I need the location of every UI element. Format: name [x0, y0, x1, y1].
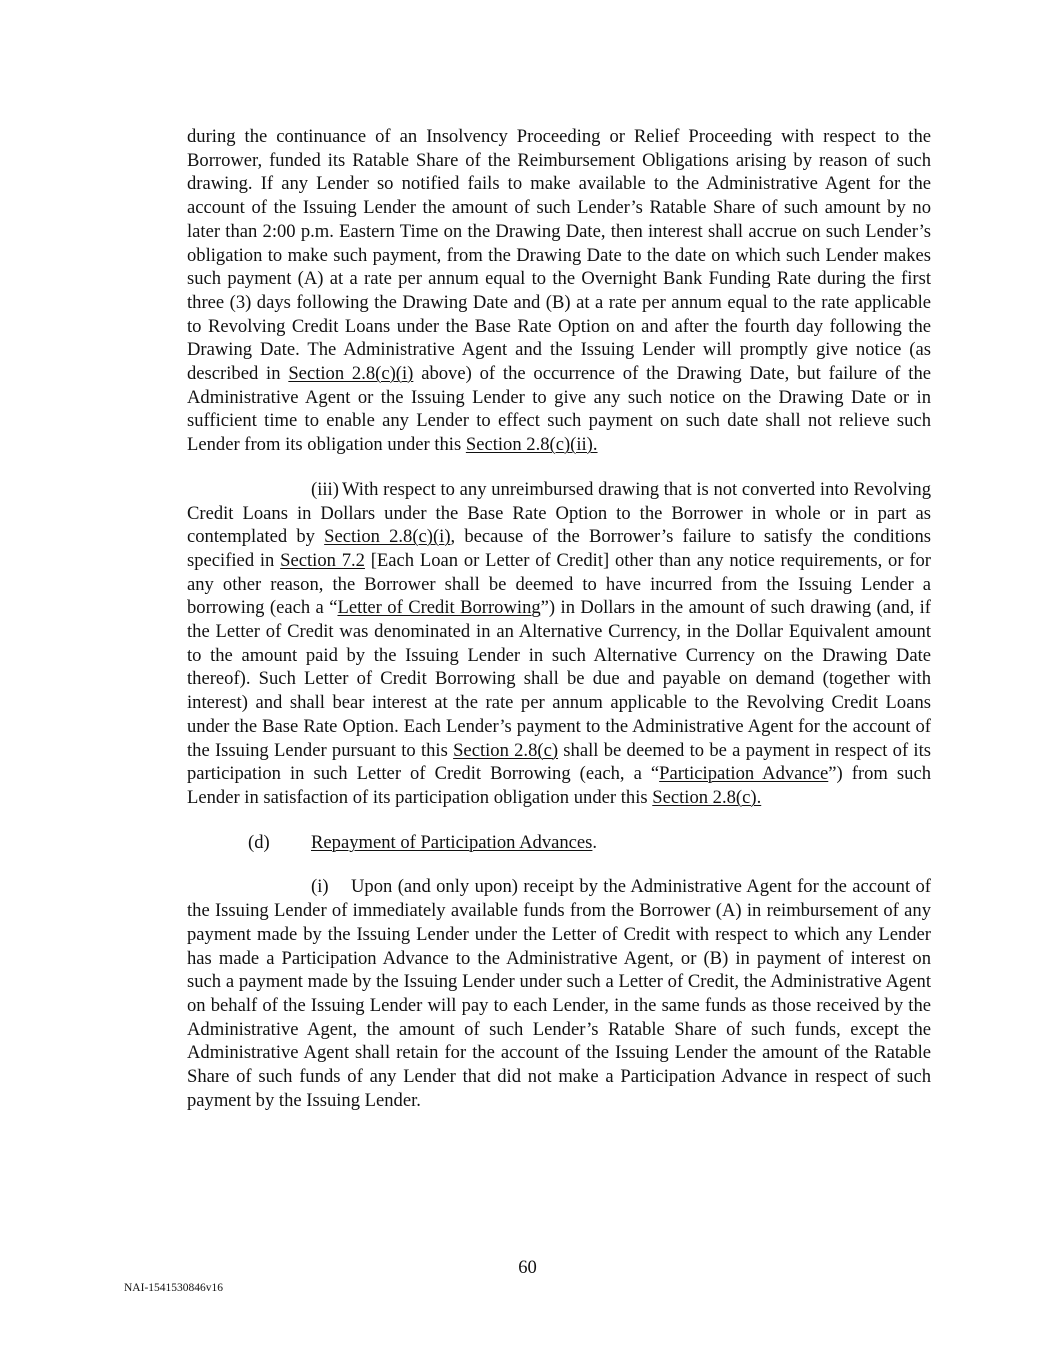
- paragraph-i: [187, 875, 931, 1112]
- paragraph-text: shall be deemed to be a payment in respect of its participation in such Letter of Credit Borrowing (each, a “: [187, 739, 931, 785]
- section-reference: Section 7.2: [280, 549, 365, 571]
- clause-number: (i): [311, 876, 329, 898]
- paragraph-text: ”) in Dollars in the amount of such drawing (and, if the Letter of Credit was denominated in an Alternative Currency, in the Dollar Equivalent amount to the amount paid by the Issuing Lender in such Alternative Currency on the Drawing Date thereof). Such Letter of Credit Borrowing shall be due and payable on demand (together with interest) and shall bear interest at the rate per annum applicable to the Revolving Credit Loans under the Base Rate Option. Each Lender’s payment to the Administrative Agent for the account of the Issuing Lender pursuant to this: [187, 597, 932, 761]
- section-reference: Section 2.8(c): [453, 739, 559, 761]
- paragraph-text: ”) from such Lender in satisfaction of its participation obligation under this: [187, 763, 932, 808]
- paragraph-text: , because of the Borrower’s failure to satisfy the conditions specified in: [187, 526, 931, 571]
- document-id: NAI-1541530846v16: [124, 1282, 224, 1294]
- paragraph-text: With respect to any unreimbursed drawing that is not converted into Revolving Credit Loans in Dollars under the Base Rate Option to the Borrower in whole or in part as contemplated by: [187, 478, 931, 548]
- defined-term: Letter of Credit Borrowing: [337, 597, 541, 619]
- paragraph-text: [Each Loan or Letter of Credit] other than any notice requirements, or for any other reason, the Borrower shall be deemed to have incurred from the Issuing Lender a borrowing (each a “: [187, 549, 931, 619]
- section-reference: Section 2.8(c)(i): [324, 526, 451, 548]
- clause-number: (d): [248, 831, 270, 853]
- heading-punctuation: .: [592, 831, 598, 853]
- clause-number: (iii): [311, 478, 339, 500]
- section-reference: Section 2.8(c)(ii).: [465, 434, 598, 456]
- section-reference: Section 2.8(c)(i): [288, 363, 414, 385]
- section-heading-d: [187, 831, 931, 855]
- paragraph-text: Upon (and only upon) receipt by the Administrative Agent for the account of the Issuing Lender of immediately available funds from the Borrower (A) in reimbursement of any payment made by the Issuing Lender under the Letter of Credit with respect to which any Lender has made a Participation Advance to the Administrative Agent, or (B) in payment of interest on such a payment made by the Issuing Lender under such a Letter of Credit, the Administrative Agent on behalf of the Issuing Lender will pay to each Lender, in the same funds as those received by the Administrative Agent, the amount of such Lender’s Ratable Share of such funds, except the Administrative Agent shall retain for the account of the Issuing Lender the amount of the Ratable Share of such funds of any Lender that did not make a Participation Advance in respect of such payment by the Issuing Lender.: [187, 876, 931, 1111]
- page-number: 60: [518, 1257, 537, 1278]
- paragraph-iii: [187, 478, 931, 810]
- paragraph-text: above) of the occurrence of the Drawing Date, but failure of the Administrative Agent or the Issuing Lender to give any such notice on the Drawing Date or in sufficient time to enable any Lender to effect such payment on such date shall not relieve such Lender from its obligation under this: [187, 363, 931, 456]
- paragraph-continuation: [187, 125, 931, 457]
- document-body: [187, 125, 931, 1133]
- section-title: Repayment of Participation Advances: [311, 831, 593, 853]
- paragraph-text: during the continuance of an Insolvency Proceeding or Relief Proceeding with respect to the Borrower, funded its Ratable Share of the Reimbursement Obligations arising by reason of such drawing. If any Lender so notified fails to make available to the Administrative Agent for the account of the Issuing Lender the amount of such Lender’s Ratable Share of such amount by no later than 2:00 p.m. Eastern Time on the Drawing Date, then interest shall accrue on such Lender’s obligation to make such payment, from the Drawing Date to the date on which such Lender makes such payment (A) at a rate per annum equal to the Overnight Bank Funding Rate during the first three (3) days following the Drawing Date and (B) at a rate per annum equal to the rate applicable to Revolving Credit Loans under the Base Rate Option on and after the fourth day following the Drawing Date. The Administrative Agent and the Issuing Lender will promptly give notice (as described in: [187, 126, 931, 385]
- defined-term: Participation Advance: [659, 763, 829, 785]
- section-reference: Section 2.8(c).: [652, 786, 762, 808]
